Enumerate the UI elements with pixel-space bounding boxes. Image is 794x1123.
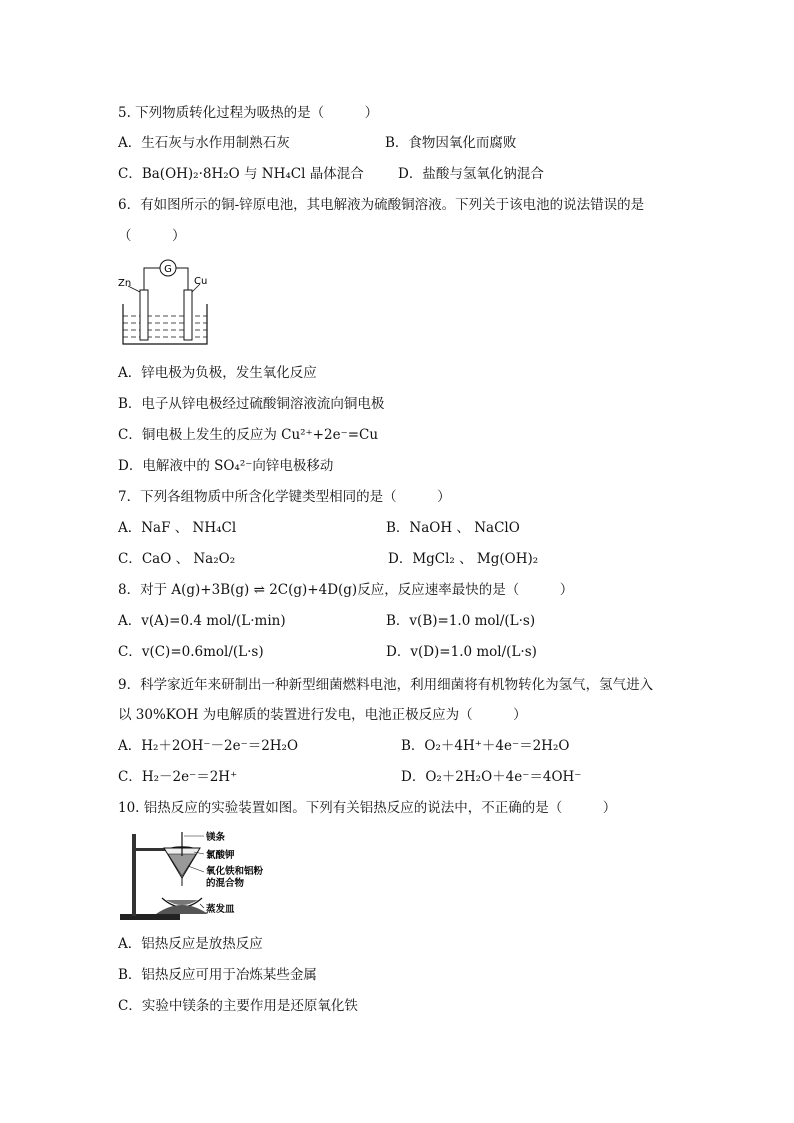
q6-option-a: A．锌电极为负极，发生氧化反应 — [118, 365, 317, 381]
thermite-mixture-label-line2: 的混合物 — [206, 878, 245, 889]
galvanometer-label: G — [164, 264, 172, 275]
q9-option-d: D．O₂＋2H₂O＋4e⁻＝4OH⁻ — [401, 769, 582, 785]
q5-option-d: D．盐酸与氢氧化钠混合 — [398, 166, 544, 182]
q8-stem: 8．对于 A(g)+3B(g) ⇌ 2C(g)+4D(g)反应，反应速率最快的是（ ） — [118, 582, 574, 598]
thermite-mixture-label-line1: 氧化铁和铝粉 — [206, 866, 264, 877]
q10-stem: 10. 铝热反应的实验装置如图。下列有关铝热反应的说法中，不正确的是（ ） — [118, 800, 617, 816]
q8-option-b: B．v(B)=1.0 mol/(L·s) — [386, 613, 536, 629]
q5-stem: 5. 下列物质转化过程为吸热的是（ ） — [118, 105, 379, 121]
evaporating-dish-label: 蒸发皿 — [206, 904, 235, 915]
galvanic-cell-figure — [118, 256, 213, 348]
q5-option-c: C．Ba(OH)₂·8H₂O 与 NH₄Cl 晶体混合 — [118, 166, 364, 182]
q9-stem-line2: 以 30%KOH 为电解质的装置进行发电，电池正极反应为（ ） — [118, 707, 527, 723]
q9-option-a: A．H₂＋2OH⁻－2e⁻＝2H₂O — [118, 738, 299, 754]
q9-option-c: C．H₂－2e⁻＝2H⁺ — [118, 769, 238, 785]
potassium-chlorate-label: 氯酸钾 — [206, 850, 235, 861]
q7-option-a: A．NaF 、 NH₄Cl — [118, 520, 237, 536]
magnesium-ribbon-label: 镁条 — [206, 832, 226, 843]
q6-stem: 6．有如图所示的铜-锌原电池，其电解液为硫酸铜溶液。下列关于该电池的说法错误的是 — [118, 197, 645, 213]
q8-option-a: A．v(A)=0.4 mol/(L·min) — [118, 613, 286, 629]
q7-option-c: C．CaO 、 Na₂O₂ — [118, 551, 236, 567]
q9-option-b: B．O₂＋4H⁺＋4e⁻＝2H₂O — [401, 738, 570, 754]
q10-option-c: C．实验中镁条的主要作用是还原氧化铁 — [118, 998, 358, 1014]
q5-option-a: A．生石灰与水作用制熟石灰 — [118, 135, 290, 151]
thermite-apparatus-figure — [118, 826, 288, 924]
q7-option-b: B．NaOH 、 NaClO — [386, 520, 520, 536]
q6-option-c: C．铜电极上发生的反应为 Cu²⁺+2e⁻=Cu — [118, 427, 379, 443]
q7-option-d: D．MgCl₂ 、 Mg(OH)₂ — [388, 551, 539, 567]
q6-option-b: B．电子从锌电极经过硫酸铜溶液流向铜电极 — [118, 396, 385, 412]
q6-option-d: D．电解液中的 SO₄²⁻向锌电极移动 — [118, 458, 334, 474]
cu-label: Cu — [194, 276, 208, 287]
zn-label: Zn — [118, 278, 132, 289]
q9-stem-line1: 9．科学家近年来研制出一种新型细菌燃料电池，利用细菌将有机物转化为氢气，氢气进入 — [118, 677, 654, 693]
q8-option-d: D．v(D)=1.0 mol/(L·s) — [386, 644, 537, 660]
q8-option-c: C．v(C)=0.6mol/(L·s) — [118, 644, 264, 660]
q7-stem: 7．下列各组物质中所含化学键类型相同的是（ ） — [118, 489, 451, 505]
q10-option-a: A．铝热反应是放热反应 — [118, 936, 263, 952]
q5-option-b: B．食物因氧化而腐败 — [385, 135, 517, 151]
q6-paren: （ ） — [118, 228, 186, 244]
q10-option-b: B．铝热反应可用于冶炼某些金属 — [118, 967, 317, 983]
